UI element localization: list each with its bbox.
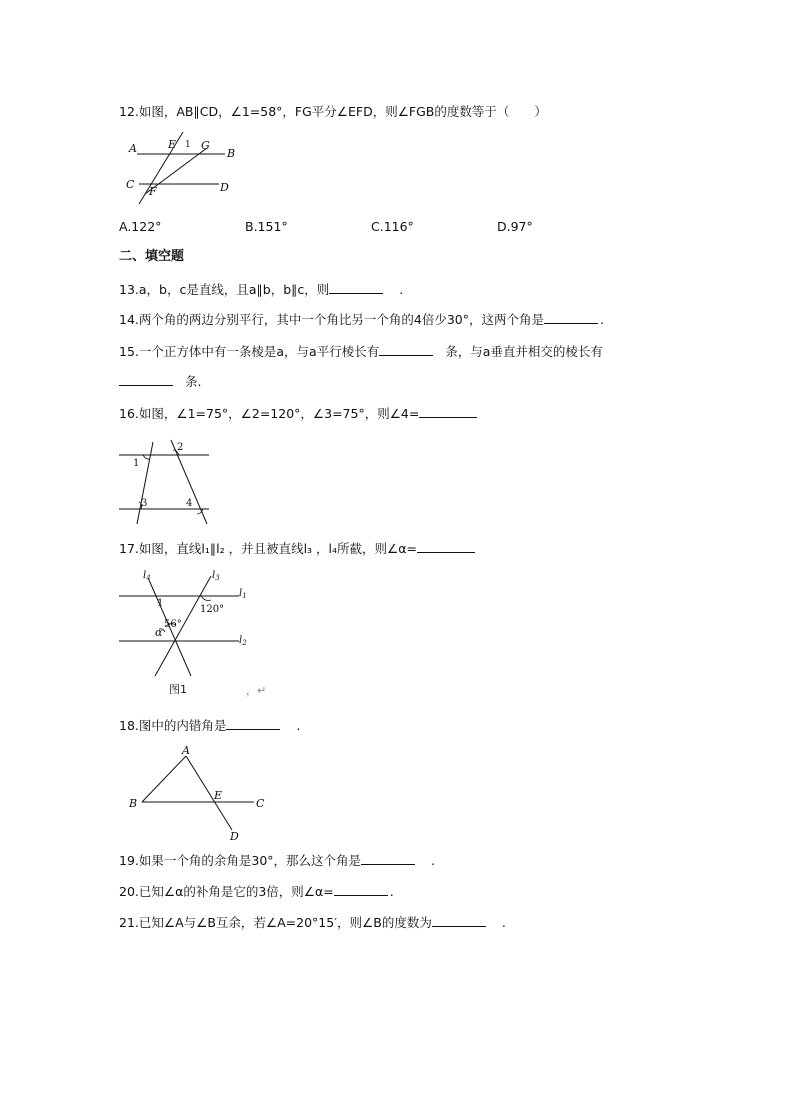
question-18 — [119, 717, 300, 735]
label-E: E — [168, 138, 177, 151]
question-21-tail: . — [501, 915, 506, 930]
label-D: D — [230, 830, 239, 843]
option-a: A.122° — [119, 219, 162, 234]
label-l2: $l_2$ — [239, 635, 247, 647]
question-14-tail: . — [600, 312, 604, 327]
answer-blank[interactable] — [419, 405, 477, 418]
label-angle-4: 4 — [186, 498, 193, 509]
answer-blank[interactable] — [379, 343, 433, 356]
label-A: A — [182, 744, 190, 757]
label-l3: $l_3$ — [212, 570, 220, 582]
figure-caption: 图1 — [169, 683, 187, 696]
label-angle-120: 120° — [200, 604, 225, 615]
answer-blank[interactable] — [544, 311, 598, 324]
label-alpha: α — [155, 626, 163, 639]
option-b: B.151° — [245, 219, 288, 234]
figure-q16 — [119, 438, 219, 528]
question-21-text: 21.已知∠A与∠B互余，若∠A=20°15′，则∠B的度数为 — [119, 915, 432, 930]
label-angle-1: 1 — [157, 598, 164, 609]
label-E: E — [214, 789, 223, 802]
question-17-text: 17.如图，直线l₁∥l₂ ，并且被直线l₃ ，l₄所截，则∠α= — [119, 541, 417, 556]
answer-blank[interactable] — [226, 717, 280, 730]
figure-q17 — [119, 566, 259, 680]
answer-blank[interactable] — [417, 540, 475, 553]
label-B: B — [227, 147, 236, 160]
question-12-text: 12.如图，AB∥CD，∠1=58°，FG平分∠EFD，则∠FGB的度数等于（ ） — [119, 104, 547, 119]
question-18-tail: . — [296, 718, 301, 733]
label-F: F — [149, 185, 157, 198]
answer-blank[interactable] — [334, 883, 388, 896]
label-angle-3: 3 — [141, 498, 148, 509]
label-angle-2: 2 — [177, 442, 184, 453]
question-12 — [119, 103, 547, 121]
question-16 — [119, 405, 477, 423]
label-angle-56: 56° — [164, 619, 182, 630]
question-21 — [119, 914, 506, 932]
label-angle-1: 1 — [133, 458, 140, 469]
question-15-tail: 条. — [185, 374, 202, 389]
question-15 — [119, 343, 603, 361]
question-14 — [119, 311, 604, 329]
figure-q12 — [119, 132, 239, 212]
question-14-text: 14.两个角的两边分别平行，其中一个角比另一个角的4倍少30°，这两个角是 — [119, 312, 544, 327]
label-l1: $l_1$ — [239, 588, 247, 600]
figure-q18 — [126, 744, 276, 844]
question-19 — [119, 852, 435, 870]
option-d: D.97° — [497, 219, 533, 234]
question-15-continued — [119, 373, 201, 391]
question-19-text: 19.如果一个角的余角是30°，那么这个角是 — [119, 853, 362, 868]
label-D: D — [220, 181, 229, 194]
label-A: A — [129, 142, 137, 155]
label-l4: $l_4$ — [143, 570, 151, 582]
question-15-text: 15.一个正方体中有一条棱是a，与a平行棱长有 — [119, 344, 380, 359]
question-13 — [119, 281, 403, 299]
question-20-tail: . — [389, 884, 394, 899]
question-15-mid: 条，与a垂直并相交的棱长有 — [445, 344, 603, 359]
question-17 — [119, 540, 475, 558]
label-C: C — [256, 797, 265, 810]
question-20-text: 20.已知∠α的补角是它的3倍，则∠α= — [119, 884, 334, 899]
answer-blank[interactable] — [119, 373, 173, 386]
label-B: B — [129, 797, 138, 810]
answer-blank[interactable] — [432, 914, 486, 927]
question-13-tail: . — [399, 282, 404, 297]
label-C: C — [126, 178, 135, 191]
label-G: G — [201, 139, 210, 152]
option-c: C.116° — [371, 219, 414, 234]
answer-blank[interactable] — [329, 281, 383, 294]
answer-blank[interactable] — [361, 852, 415, 865]
paragraph-mark: ，↵ — [246, 684, 267, 697]
question-20 — [119, 883, 394, 901]
label-angle-1: 1 — [185, 140, 191, 150]
question-18-text: 18.图中的内错角是 — [119, 718, 227, 733]
question-19-tail: . — [431, 853, 436, 868]
question-13-text: 13.a，b，c是直线，且a∥b，b∥c，则 — [119, 282, 330, 297]
section-heading: 二、填空题 — [119, 249, 185, 264]
question-16-text: 16.如图，∠1=75°，∠2=120°，∠3=75°，则∠4= — [119, 406, 420, 421]
